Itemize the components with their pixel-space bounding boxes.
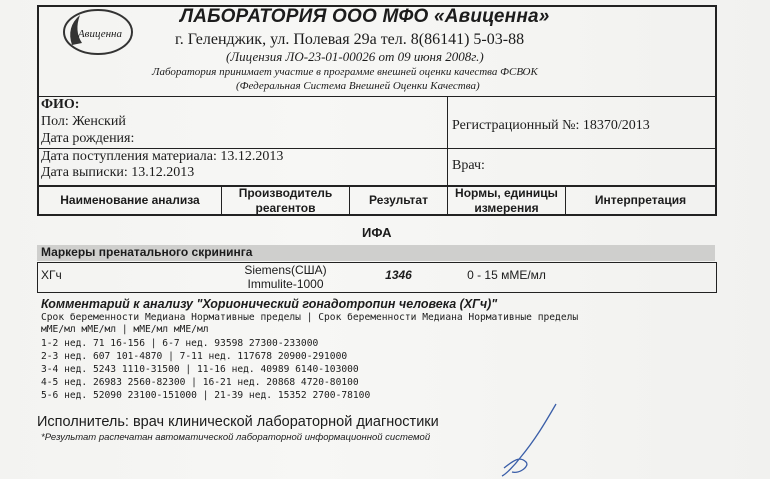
reference-row: 1-2 нед. 71 16-156 | 6-7 нед. 93598 27300-233000 (41, 338, 319, 349)
patient-sex: Пол: Женский (41, 114, 126, 129)
quality-program-name: (Федеральная Система Внешней Оценки Качества) (236, 80, 480, 92)
col-manufacturer: Производитель реагентов (238, 186, 333, 215)
row-left (37, 262, 38, 293)
footnote: *Результат распечатан автоматической лабораторной информационной системой (41, 432, 431, 443)
test-result: 1346 (385, 268, 412, 282)
header-divider (37, 96, 717, 97)
columns-top (37, 185, 717, 187)
signature (490, 398, 570, 478)
row-top (37, 262, 717, 263)
reference-row: 5-6 нед. 52090 23100-151000 | 21-39 нед. 15352 2700-78100 (41, 390, 371, 401)
test-manufacturer: Siemens(США) (244, 263, 327, 277)
comment-header-line-1: Срок беременности Медиана Нормативные пределы | Срок беременности Медиана Нормативные пределы (41, 312, 579, 323)
registration-number: Регистрационный №: 18370/2013 (452, 118, 650, 133)
birth-date-label: Дата рождения: (41, 131, 135, 146)
svg-text:Авиценна: Авиценна (77, 28, 123, 40)
section-title: ИФА (362, 225, 392, 240)
performer: Исполнитель: врач клинической лабораторной диагностики (37, 414, 439, 430)
lab-license: (Лицензия ЛО-23-01-00026 от 09 июня 2008г.) (226, 49, 484, 64)
test-analyzer: Immulite-1000 (247, 277, 324, 291)
lab-address: г. Геленджик, ул. Полевая 29а тел. 8(86141) 5-03-88 (175, 31, 525, 48)
col-result: Результат (369, 193, 428, 207)
columns-bottom (37, 214, 717, 216)
fio-label: ФИО: (41, 97, 80, 112)
received-date: Дата поступления материала: 13.12.2013 (41, 149, 284, 164)
row-bottom (37, 292, 717, 293)
patient-vdivider (447, 97, 448, 187)
quality-program: Лаборатория принимает участие в программе внешней оценки качества ФСВОК (152, 66, 538, 78)
comment-header-line-2: мМЕ/мл мМЕ/мл | мМЕ/мл мМЕ/мл (41, 324, 209, 335)
doctor-label: Врач: (452, 158, 485, 173)
row-right (716, 262, 717, 293)
clinic-logo (60, 7, 140, 57)
issued-date: Дата выписки: 13.12.2013 (41, 165, 195, 180)
col-norms: Нормы, единицы измерения (455, 186, 558, 215)
reference-row: 4-5 нед. 26983 2560-82300 | 16-21 нед. 20868 4720-80100 (41, 377, 359, 388)
reference-row: 2-3 нед. 607 101-4870 | 7-11 нед. 117678 20900-291000 (41, 351, 348, 362)
lab-name: ЛАБОРАТОРИЯ ООО МФО «Авиценна» (180, 6, 550, 27)
col-test-name: Наименование анализа (60, 193, 200, 207)
reference-row: 3-4 нед. 5243 1110-31500 | 11-16 нед. 40989 6140-103000 (41, 364, 359, 375)
test-name: ХГч (41, 268, 62, 282)
test-norms: 0 - 15 мМЕ/мл (467, 268, 546, 282)
group-title: Маркеры пренатального скрининга (41, 245, 253, 259)
col-interpretation: Интерпретация (594, 193, 687, 207)
comment-title: Комментарий к анализу "Хорионический гонадотропин человека (ХГч)" (41, 297, 498, 311)
